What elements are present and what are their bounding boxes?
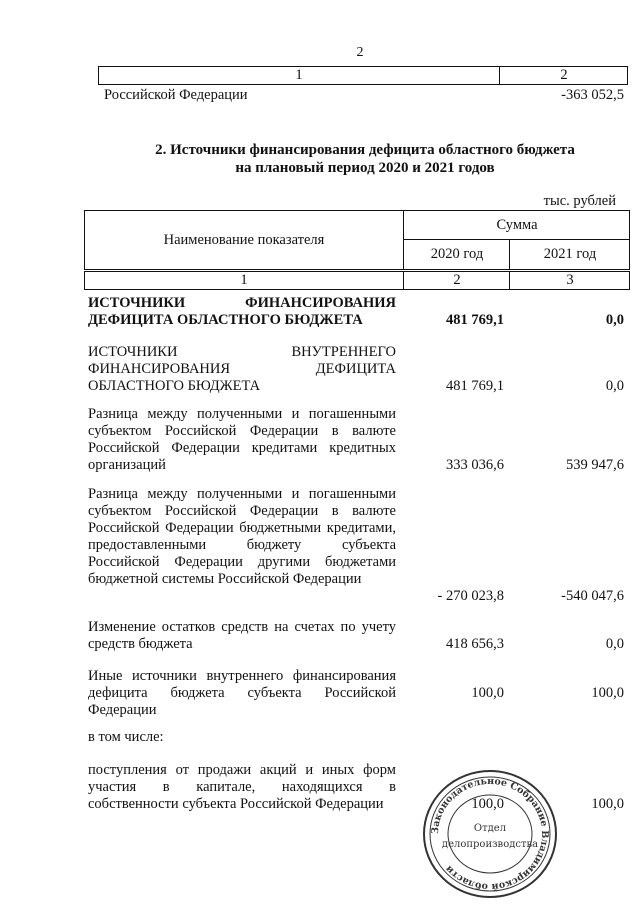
row-label: Разница между полученными и погашенными субъектом Российской Федерации в валюте Российской Федерации кредитами кредитных организаций [88,406,396,473]
row-value-2021: 100,0 [591,685,624,701]
continued-table-footer [98,66,628,85]
column-number-1: 1 [240,272,248,288]
section-title-line1: 2. Источники финансирования дефицита областного бюджета [155,142,575,158]
table-header [84,210,630,270]
column-numbers-row [84,271,630,290]
row-label: ИСТОЧНИКИ ФИНАНСИРОВАНИЯ ДЕФИЦИТА ОБЛАСТНОГО БЮДЖЕТА [88,295,396,328]
row-value-2021: 0,0 [605,636,624,652]
header-name: Наименование показателя [163,231,325,248]
row-value-2020: - 270 023,8 [437,588,504,604]
row-label: Разница между полученными и погашенными субъектом Российской Федерации в валюте Российской Федерации бюджетными кредитами, предоставленными бюджету субъекта Российской Федерации другими бюджетами бюджетной системы Российской Федерации [88,486,396,587]
official-stamp [420,767,560,901]
row-value-2021: 539 947,6 [566,457,624,473]
row-value-2021: -540 047,6 [561,588,624,604]
row-value-2020: 100,0 [471,796,504,812]
header-year-2020: 2020 год [403,240,510,269]
column-number-2: 2 [499,67,628,84]
units-label: тыс. рублей [543,193,616,209]
row-value-2021: 0,0 [605,312,624,328]
header-year-2021: 2021 год [509,240,630,269]
previous-row-label: Российской Федерации [104,87,248,103]
row-value-2021: 100,0 [591,796,624,812]
row-label: поступления от продажи акций и иных форм участия в капитале, находящихся в собственности субъекта Российской Федерации [88,762,396,812]
stamp-ring-text: Законодательное Собрание Владимирской области [429,775,551,893]
row-label: в том числе: [88,729,164,745]
row-value-2020: 481 769,1 [446,378,504,394]
row-value-2020: 481 769,1 [446,312,504,328]
column-number-3: 3 [509,272,630,289]
stamp-line2: делопроизводства [441,839,539,850]
row-label: ИСТОЧНИКИ ВНУТРЕННЕГО ФИНАНСИРОВАНИЯ ДЕФИЦИТА ОБЛАСТНОГО БЮДЖЕТА [88,344,396,394]
row-label: Иные источники внутреннего финансирования дефицита бюджета субъекта Российской Федерации [88,668,396,718]
row-value-2020: 418 656,3 [446,636,504,652]
page-number: 2 [356,45,364,60]
row-label: Изменение остатков средств на счетах по учету средств бюджета [88,619,396,652]
section-title-line2: на плановый период 2020 и 2021 годов [235,160,495,176]
column-number-1: 1 [295,67,303,83]
row-value-2021: 0,0 [605,378,624,394]
row-value-2020: 100,0 [471,685,504,701]
previous-row-value: -363 052,5 [561,87,624,103]
row-value-2020: 333 036,6 [446,457,504,473]
column-number-2: 2 [403,272,510,289]
stamp-line1: Отдел [473,823,507,834]
header-sum: Сумма [403,211,630,240]
section-title [100,141,630,177]
